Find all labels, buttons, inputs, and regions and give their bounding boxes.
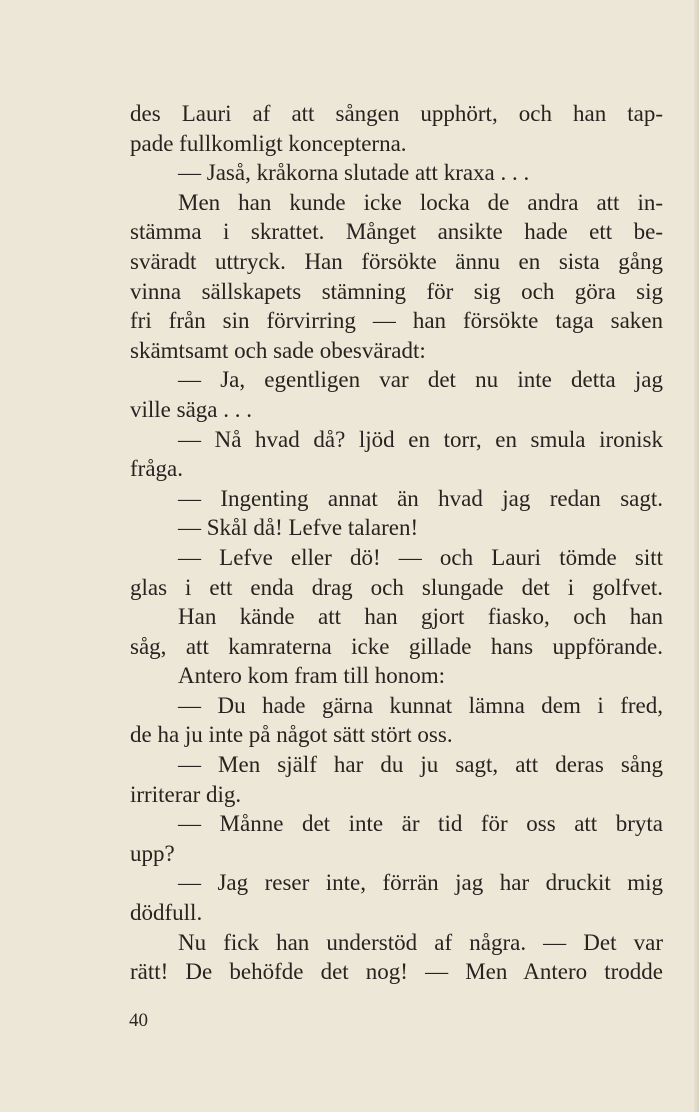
text-line: — Lefve eller dö! — och Lauri tömde sitt (178, 544, 663, 570)
text-line: — Men själf har du ju sagt, att deras sång (178, 752, 663, 778)
text-line: pade fullkomligt koncepterna. (130, 130, 407, 156)
text-line: dödfull. (130, 900, 203, 926)
text-line: — Nå hvad då? ljöd en torr, en smula ironisk (178, 426, 663, 452)
text-line: upp? (130, 840, 175, 866)
text-line: fråga. (130, 456, 183, 482)
text-line: såg, att kamraterna icke gillade hans uppförande. (130, 633, 663, 659)
text-line: rätt! De behöfde det nog! — Men Antero trodde (130, 959, 663, 985)
page-body-text (130, 99, 663, 987)
text-line: Nu fick han understöd af några. — Det var (178, 929, 663, 955)
text-line: — Skål då! Lefve talaren! (178, 515, 419, 541)
text-line: — Jaså, kråkorna slutade att kraxa . . . (178, 160, 530, 186)
page-edge (694, 0, 699, 1112)
text-line: de ha ju inte på något sätt stört oss. (130, 722, 453, 748)
text-line: Han kände att han gjort fiasko, och han (178, 604, 663, 630)
text-line: stämma i skrattet. Månget ansikte hade ett be- (130, 219, 663, 245)
text-line: des Lauri af att sången upphört, och han tap- (130, 101, 663, 126)
text-line: vinna sällskapets stämning för sig och göra sig (130, 278, 663, 304)
text-line: sväradt uttryck. Han försökte ännu en sista gång (130, 248, 663, 274)
text-line: ville säga . . . (130, 396, 252, 422)
text-line: irriterar dig. (130, 781, 242, 807)
text-line: — Jag reser inte, förrän jag har druckit mig (178, 870, 663, 896)
page-number: 40 (129, 1010, 148, 1031)
text-line: — Månne det inte är tid för oss att bryta (178, 811, 663, 837)
text-line: skämtsamt och sade obesväradt: (130, 337, 426, 363)
text-line: — Ja, egentligen var det nu inte detta jag (178, 367, 663, 393)
text-line: — Du hade gärna kunnat lämna dem i fred, (178, 692, 663, 718)
text-line: — Ingenting annat än hvad jag redan sagt. (178, 485, 663, 511)
text-line: Men han kunde icke locka de andra att in- (178, 189, 663, 215)
text-line: Antero kom fram till honom: (178, 663, 446, 689)
text-line: glas i ett enda drag och slungade det i golfvet. (130, 574, 663, 600)
text-line: fri från sin förvirring — han försökte taga saken (130, 308, 663, 334)
